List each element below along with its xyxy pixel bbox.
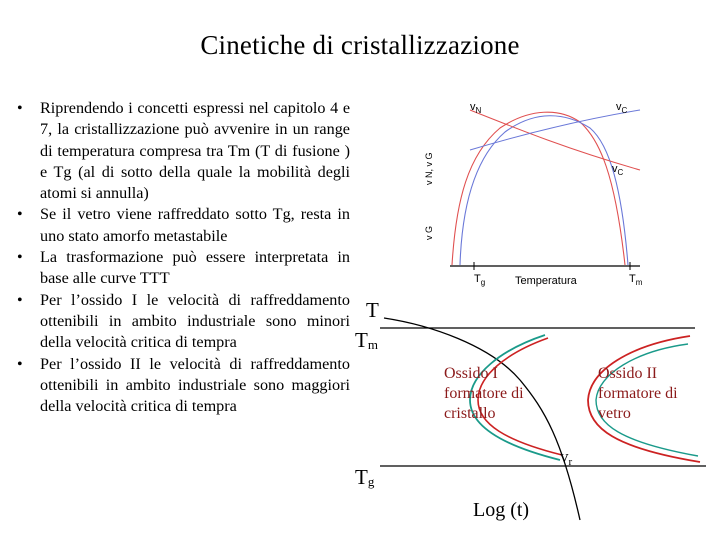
slide-title: Cinetiche di cristallizzazione: [200, 30, 520, 60]
tg-axis-label: $T_g$: [474, 273, 486, 287]
vr-label: vr: [560, 447, 573, 468]
vC-label-top: $v_C$: [616, 101, 628, 115]
bullet-item: • Per l’ossido II le velocità di raffreddamento ottenibili in ambito industriale sono maggiori della velocità critica di tempra: [14, 354, 350, 418]
oxide2-label: Ossido II formatore di vetro: [598, 365, 678, 422]
y-axis-label-lower: v G: [424, 225, 434, 240]
tg-level-label: Tg: [355, 465, 375, 489]
y-axis-label: v N, v G: [424, 152, 434, 185]
vN-label: $v_N$: [470, 101, 482, 115]
bullet-item: • La trasformazione può essere interpretata in base alle curve TTT: [14, 247, 350, 290]
vC-label-right: $v_C$: [612, 163, 624, 177]
t-axis-label: T: [366, 298, 379, 322]
oxide1-label: Ossido I formatore di cristallo: [444, 365, 524, 422]
tm-level-label: Tm: [355, 328, 378, 352]
ttt-figure: [355, 298, 706, 521]
bullet-item: • Per l’ossido I le velocità di raffreddamento ottenibili in ambito industriale sono minori della velocità critica di tempra: [14, 290, 350, 354]
log-time-label: Log (t): [473, 499, 530, 521]
velocity-figure: [410, 95, 672, 290]
temperature-axis-label: Temperatura: [515, 275, 577, 287]
velocity-figure-background: [410, 95, 672, 290]
bullet-item: • Se il vetro viene raffreddato sotto Tg, resta in uno stato amorfo metastabile: [14, 204, 350, 247]
tm-axis-label: $T_m$: [629, 273, 643, 287]
bullet-item: • Riprendendo i concetti espressi nel capitolo 4 e 7, la cristallizzazione può avvenire in un range di temperatura compresa tra Tm (T di fusione ) e Tg (al di sotto della quale la mobilità degli atomi si annulla): [14, 98, 350, 204]
